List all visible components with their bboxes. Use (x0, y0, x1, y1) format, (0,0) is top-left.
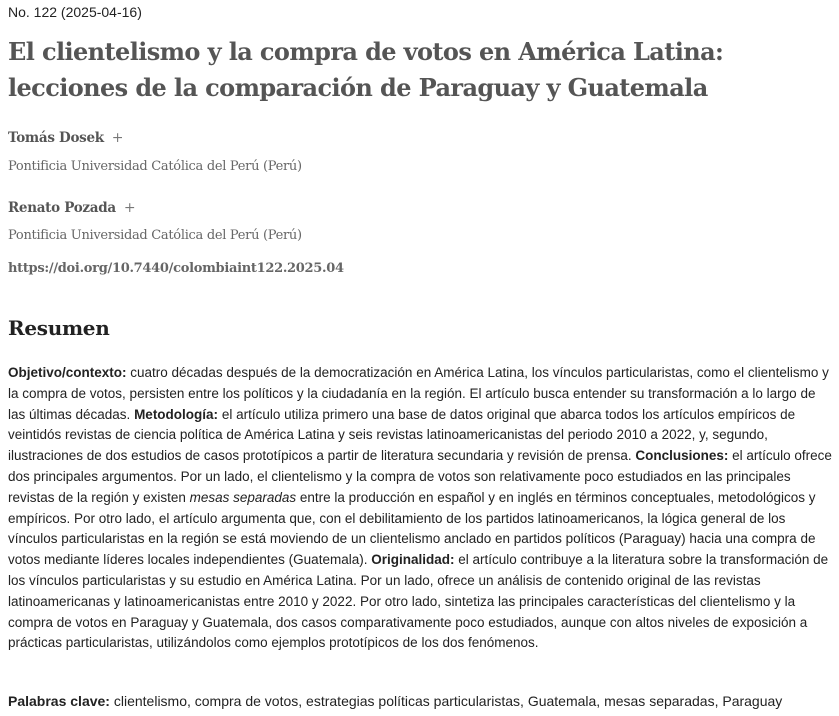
author-1-affiliation: Pontificia Universidad Católica del Perú (Perú) (8, 159, 302, 174)
conclusions-italic: mesas separadas (189, 489, 297, 505)
conclusions-text-1: el artículo ofrece dos principales argumentos. Por un lado, el clientelismo y la compra de votos son relativamente poco estudiados en las principales revistas de la región y existen (8, 448, 832, 505)
objective-label: Objetivo/contexto: (8, 365, 127, 380)
author-2-name: Renato Pozada (8, 200, 116, 216)
author-2-expand-toggle[interactable]: + (123, 200, 136, 216)
objective-text: cuatro décadas después de la democratización en América Latina, los vínculos particularistas, como el clientelismo y la compra de votos, persisten entre los políticos y la ciudadanía en la región. El artículo busca entender su transformación a lo largo de las últimas décadas. (8, 365, 829, 422)
keywords-label: Palabras clave: (8, 693, 110, 709)
author-1-expand-toggle[interactable]: + (111, 130, 124, 146)
author-1-name: Tomás Dosek (8, 130, 104, 146)
author-1 (8, 130, 123, 146)
method-text: el artículo utiliza primero una base de datos original que abarca todos los artículos empíricos de veintidós revistas de ciencia política de América Latina y seis revistas latinoamericanistas del periodo 2010 a 2022, y, segundo, ilustraciones de dos estudios de casos prototípicos a partir de literatura secundaria y revisión de prensa. (8, 406, 796, 464)
author-2 (8, 200, 135, 216)
originality-text: el artículo contribuye a la literatura sobre la transformación de los vínculos particularistas y su estudio en América Latina. Por un lado, ofrece un análisis de contenido original de las revistas latinoamericanas y latinoamericanistas entre 2010 y 2022. Por otro lado, sintetiza las principales características del clientelismo y la compra de votos en Paraguay y Guatemala, dos casos comparativamente poco estudiados, aunque con altos niveles de exposición a prácticas particularistas, utilizándolos como ejemplos prototípicos de los dos fenómenos. (8, 552, 829, 651)
conclusions-text-2: entre la producción en español y en inglés en términos conceptuales, metodológicos y empíricos. Por otro lado, el artículo argumenta que, con el debilitamiento de los partidos latinoamericanos, la lógica general de los vínculos particularistas en la región se está moviendo de un clientelismo anclado en partidos políticos (Paraguay) hacia una compra de votos mediante líderes locales independientes (Guatemala). (8, 489, 816, 568)
method-label: Metodología: (134, 406, 219, 422)
originality-label: Originalidad: (371, 552, 455, 568)
article-title: El clientelismo y la compra de votos en América Latina: lecciones de la comparación de Paraguay y Guatemala (8, 37, 724, 102)
abstract-text (8, 363, 836, 654)
issue-label: No. 122 (2025-04-16) (8, 4, 142, 20)
keywords (8, 691, 782, 711)
abstract-heading: Resumen (8, 316, 110, 340)
author-2-affiliation: Pontificia Universidad Católica del Perú (Perú) (8, 228, 302, 243)
conclusions-label: Conclusiones: (635, 448, 729, 464)
keywords-text: clientelismo, compra de votos, estrategias políticas particularistas, Guatemala, mesas separadas, Paraguay (109, 693, 783, 709)
doi-link[interactable]: https://doi.org/10.7440/colombiaint122.2025.04 (8, 261, 344, 276)
